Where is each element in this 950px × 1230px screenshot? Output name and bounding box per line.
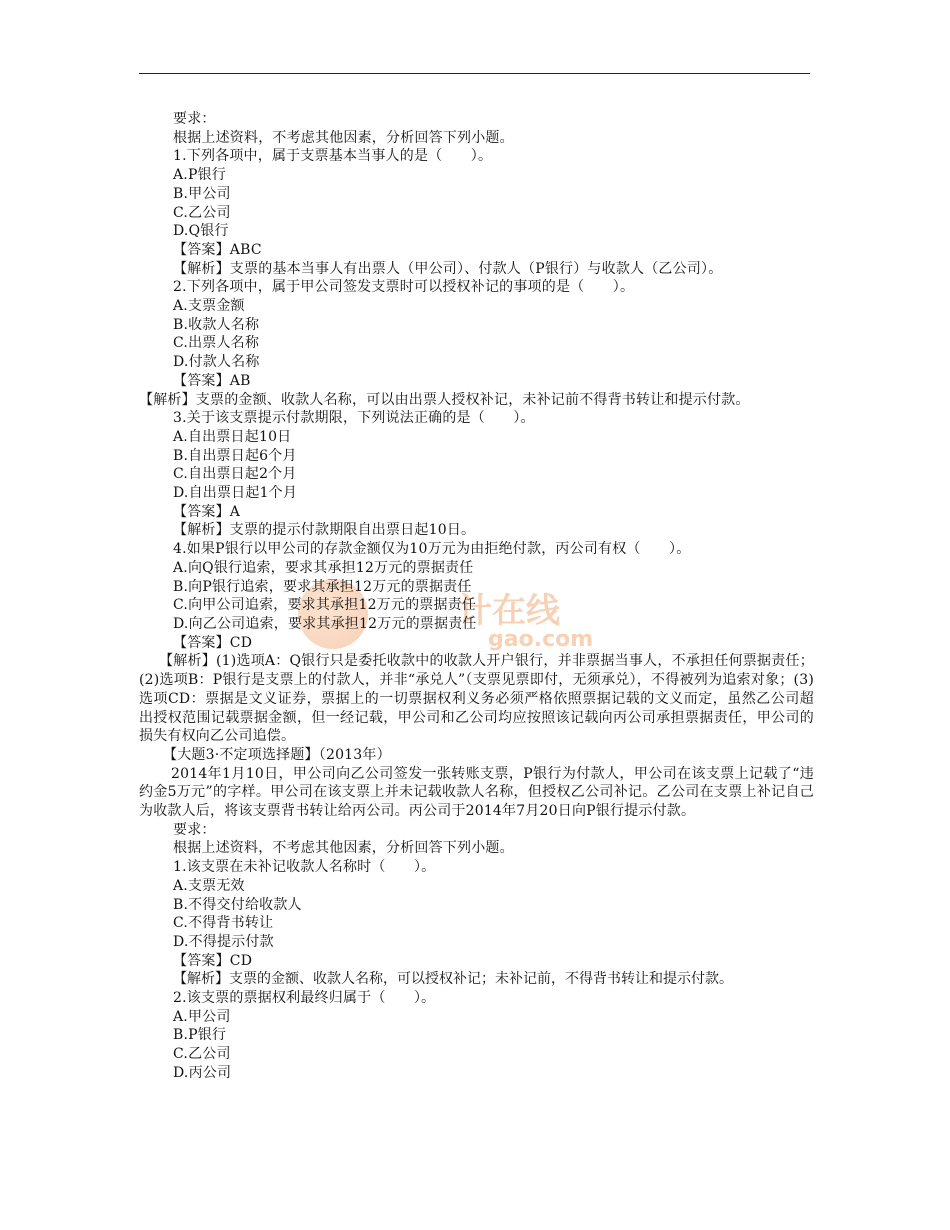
answer: 【答案】AB bbox=[173, 372, 251, 389]
answer: 【答案】CD bbox=[173, 634, 253, 651]
option-c: C.自出票日起2个月 bbox=[173, 466, 297, 483]
question-2: 2.下列各项中，属于甲公司签发支票时可以授权补记的事项的是（ ）。 bbox=[173, 279, 635, 296]
option-a: A.P银行 bbox=[173, 167, 226, 184]
option-d: D.向乙公司追索，要求其承担12万元的票据责任 bbox=[173, 615, 477, 632]
option-a: A.甲公司 bbox=[173, 1008, 231, 1025]
case-paragraph: 2014年1月10日，甲公司向乙公司签发一张转账支票，P银行为付款人，甲公司在该支票上记载了“违约金5万元”的字样。甲公司在该支票上并未记载收款人名称，但授权乙公司补记。乙公司在支票上补记自己为收款人后，将该支票背书转让给丙公司。丙公司于2014年7月20日向P银行提示付款。 bbox=[139, 765, 814, 820]
option-c: C.乙公司 bbox=[173, 204, 231, 221]
option-a: A.支票无效 bbox=[173, 877, 245, 894]
option-a: A.向Q银行追索，要求其承担12万元的票据责任 bbox=[173, 559, 474, 576]
section-title: 【大题3·不定项选择题】（2013年） bbox=[163, 746, 391, 763]
question-4: 4.如果P银行以甲公司的存款金额仅为10万元为由拒绝付款，丙公司有权（ ）。 bbox=[173, 541, 691, 558]
requirement-label: 要求： bbox=[173, 111, 216, 127]
option-c: C.乙公司 bbox=[173, 1046, 231, 1063]
option-c: C.出票人名称 bbox=[173, 335, 260, 352]
question-1: 1.该支票在未补记收款人名称时（ ）。 bbox=[173, 859, 436, 876]
option-d: D.不得提示付款 bbox=[173, 933, 274, 950]
option-b: B.向P银行追索，要求其承担12万元的票据责任 bbox=[173, 578, 472, 595]
question-2: 2.该支票的票据权利最终归属于（ ）。 bbox=[173, 990, 436, 1007]
answer: 【答案】ABC bbox=[173, 241, 262, 258]
header-rule bbox=[139, 73, 810, 74]
option-d: D.付款人名称 bbox=[173, 354, 260, 371]
option-b: B.自出票日起6个月 bbox=[173, 447, 297, 464]
explanation: 【解析】支票的金额、收款人名称，可以由出票人授权补记，未补记前不得背书转让和提示付款。 bbox=[139, 391, 750, 408]
option-c: C.不得背书转让 bbox=[173, 915, 274, 932]
option-b: B.不得交付给收款人 bbox=[173, 896, 302, 913]
option-d: D.Q银行 bbox=[173, 223, 229, 240]
option-b: B.P银行 bbox=[173, 1027, 227, 1044]
option-a: A.自出票日起10日 bbox=[173, 428, 292, 445]
explanation: 【解析】支票的金额、收款人名称，可以授权补记；未补记前，不得背书转让和提示付款。 bbox=[173, 971, 733, 988]
option-d: D.丙公司 bbox=[173, 1064, 232, 1081]
explanation: 【解析】支票的提示付款期限自出票日起10日。 bbox=[173, 522, 476, 539]
explanation: 【解析】支票的基本当事人有出票人（甲公司）、付款人（P银行）与收款人（乙公司）。 bbox=[173, 260, 723, 277]
answer: 【答案】CD bbox=[173, 952, 253, 969]
option-a: A.支票金额 bbox=[173, 298, 245, 315]
instruction-text: 根据上述资料，不考虑其他因素，分析回答下列小题。 bbox=[173, 129, 514, 146]
document-body bbox=[139, 110, 814, 1083]
question-3: 3.关于该支票提示付款期限，下列说法正确的是（ ）。 bbox=[173, 410, 535, 427]
option-d: D.自出票日起1个月 bbox=[173, 485, 298, 502]
requirement-label: 要求： bbox=[173, 821, 216, 838]
question-1: 1.下列各项中，属于支票基本当事人的是（ ）。 bbox=[173, 148, 493, 165]
option-b: B.收款人名称 bbox=[173, 316, 260, 333]
watermark-text: 计在线 bbox=[458, 591, 560, 631]
answer: 【答案】A bbox=[173, 503, 241, 520]
explanation: 【解析】(1)选项A：Q银行只是委托收款中的收款人开户银行，并非票据当事人，不承担任何票据责任；(2)选项B：P银行是支票上的付款人，并非“承兑人”（支票见票即付，无须承兑），不得被列为追索对象；(3)选项CD：票据是文义证券，票据上的一切票据权利义务必须严格依照票据记载的文义而定，虽然乙公司超出授权范围记载票据金额，但一经记载，甲公司和乙公司均应按照该记载向丙公司承担票据责任，甲公司的损失有权向乙公司追偿。 bbox=[139, 653, 814, 745]
option-b: B.甲公司 bbox=[173, 185, 231, 202]
watermark-subtext: gao.com bbox=[488, 627, 594, 652]
option-c: C.向甲公司追索，要求其承担12万元的票据责任 bbox=[173, 597, 477, 614]
instruction-text: 根据上述资料，不考虑其他因素，分析回答下列小题。 bbox=[173, 840, 514, 857]
